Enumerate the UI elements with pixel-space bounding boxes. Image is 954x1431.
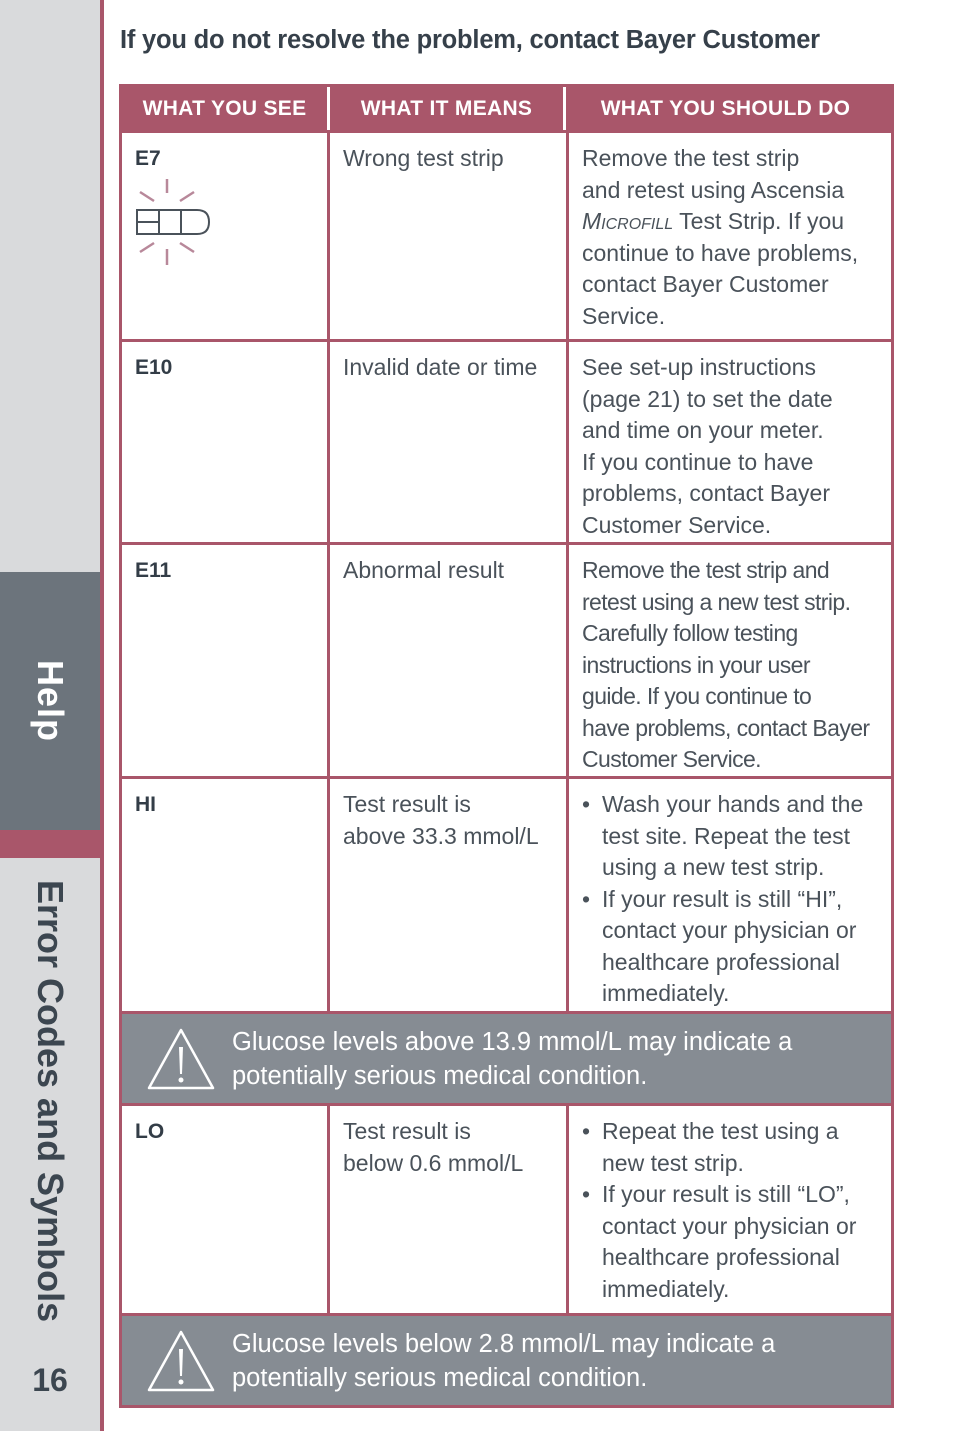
page-number: 16 (32, 1362, 68, 1398)
list-item: • If your result is still “HI”, contact your physician or healthcare professional immediately. (582, 884, 879, 1010)
table-header-row (122, 87, 891, 130)
side-tab-accent (0, 830, 100, 858)
warning-banner-low-glucose (122, 1316, 891, 1405)
cell-action-e7: Remove the test strip and retest using Ascensia Microfill Test Strip. If you continue to have problems, contact Bayer Customer Service. (569, 133, 891, 339)
header-what-you-see: WHAT YOU SEE (142, 96, 307, 120)
action-list-hi (582, 789, 879, 1010)
warning-text-line: potentially serious medical condition. (232, 1061, 648, 1090)
help-tab-label: Help (30, 659, 71, 742)
cell-action-e10: See set-up instructions (page 21) to set the date and time on your meter. If you continue to have problems, contact Bayer Customer Service. (569, 342, 891, 542)
table-row-hi (122, 779, 891, 1011)
cell-action-e11: Remove the test strip and retest using a new test strip. Carefully follow testing instructions in your user guide. If you continue to have problems, contact Bayer Customer Service. (569, 545, 891, 776)
error-code-lo: LO (135, 1120, 165, 1143)
error-code-hi: HI (135, 793, 156, 816)
header-what-it-means: WHAT IT MEANS (327, 87, 563, 130)
section-title: Error Codes and Symbols (30, 880, 71, 1323)
warning-banner-high-glucose (122, 1014, 891, 1103)
warning-text-line: Glucose levels above 13.9 mmol/L may indicate a (232, 1027, 793, 1056)
warning-triangle-icon (146, 1329, 216, 1393)
side-tab-rule (100, 0, 104, 1431)
cell-action-hi (569, 779, 891, 1011)
cell-action-lo (569, 1106, 891, 1313)
cell-code-e10 (122, 342, 327, 542)
error-codes-table (119, 84, 894, 1408)
flashing-test-strip-icon (135, 177, 215, 269)
cell-meaning-lo: Test result is below 0.6 mmol/L (330, 1106, 566, 1313)
cell-meaning-e10: Invalid date or time (330, 342, 566, 542)
cell-code-e11 (122, 545, 327, 776)
cell-code-lo (122, 1106, 327, 1313)
action-list-lo (582, 1116, 879, 1305)
table-row-e7 (122, 133, 891, 339)
warning-text-line: Glucose levels below 2.8 mmol/L may indicate a (232, 1329, 776, 1358)
cell-meaning-hi: Test result is above 33.3 mmol/L (330, 779, 566, 1011)
error-code-e11: E11 (135, 559, 172, 582)
list-item: • If your result is still “LO”, contact your physician or healthcare professional immediately. (582, 1179, 879, 1305)
table-row-lo (122, 1106, 891, 1313)
list-item: • Repeat the test using a new test strip. (582, 1116, 879, 1179)
list-item: • Wash your hands and the test site. Repeat the test using a new test strip. (582, 789, 879, 884)
header-what-you-should-do: WHAT YOU SHOULD DO (563, 87, 885, 130)
cell-meaning-e7: Wrong test strip (330, 133, 566, 339)
table-row-e11 (122, 545, 891, 776)
table-row-e10 (122, 342, 891, 542)
cell-code-hi (122, 779, 327, 1011)
page-heading: If you do not resolve the problem, contact Bayer Customer (120, 26, 820, 54)
error-code-e7: E7 (135, 147, 161, 170)
warning-triangle-icon (146, 1027, 216, 1091)
error-code-e10: E10 (135, 356, 173, 379)
warning-text-line: potentially serious medical condition. (232, 1363, 648, 1392)
cell-meaning-e11: Abnormal result (330, 545, 566, 776)
cell-code-e7 (122, 133, 327, 339)
brand-microfill: Microfill (582, 208, 674, 234)
